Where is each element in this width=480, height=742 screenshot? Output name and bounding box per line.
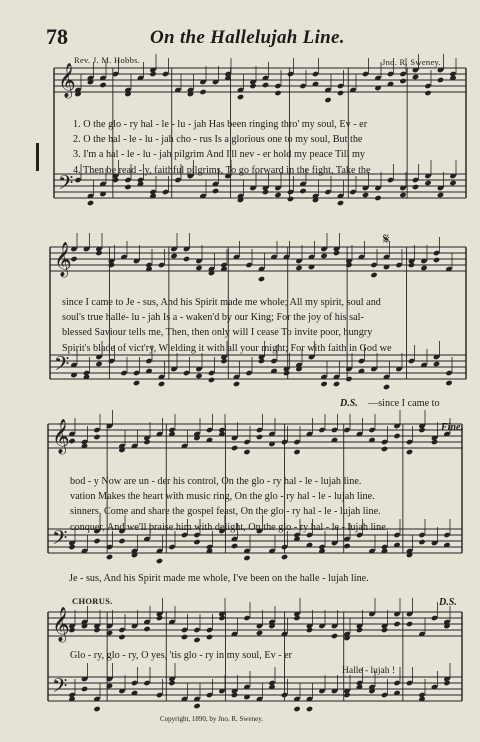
- note-head: [162, 189, 169, 195]
- note-head: [406, 439, 413, 445]
- note-head: [406, 449, 413, 455]
- verse-line: sinners, Come and share the gospel feast, On the glo - ry hal - le - lujah line.: [70, 506, 381, 518]
- hymn-title: On the Hallelujah Line.: [150, 27, 345, 48]
- note-head: [331, 427, 338, 433]
- note-head: [183, 370, 190, 376]
- verses-system-3: [70, 474, 388, 535]
- note-head: [158, 381, 165, 387]
- note-head: [299, 188, 306, 194]
- note-head: [356, 627, 363, 633]
- bass-clef-icon: 𝄢: [52, 674, 68, 702]
- note-head: [345, 262, 352, 268]
- note-head: [206, 692, 213, 698]
- note-head: [337, 83, 344, 89]
- note-head: [381, 692, 388, 698]
- verse-line: Spirit's blade of vict'ry, Wielding it with all your might; For with faith in God we: [62, 342, 392, 354]
- note-head: [370, 272, 377, 278]
- treble-clef-icon: 𝄞: [54, 242, 72, 277]
- verse-line: 4. Then be read - y, faithful pilgrims, To go forward in the fight, Take the: [73, 164, 371, 176]
- note-head: [208, 370, 215, 376]
- note-head: [243, 555, 250, 561]
- verse-line: soul's true halle- lu - jah Is a - waken'd by our King; For the joy of his sal-: [62, 312, 364, 324]
- note-head: [370, 262, 377, 268]
- verses-system-2: [62, 295, 392, 356]
- note-head: [108, 358, 115, 364]
- note-head: [243, 439, 250, 445]
- note-head: [358, 358, 365, 364]
- note-head: [445, 380, 452, 386]
- note-head: [399, 71, 406, 77]
- note-head: [431, 615, 438, 621]
- verse-line: conquer, And we'll praise him with delight, On the glo - ry hal - le - lujah line.: [70, 521, 389, 533]
- segno-icon: 𝄋: [383, 230, 390, 248]
- note-head: [143, 680, 150, 686]
- note-head: [399, 192, 406, 198]
- note-head: [343, 692, 350, 698]
- note-head: [333, 250, 340, 256]
- fine-marker: Fine.: [441, 422, 463, 433]
- note-head: [406, 680, 413, 686]
- note-head: [245, 370, 252, 376]
- verse-line: blessed Saviour tells me, Then, then only will I cease To invite poor, hungry: [62, 327, 373, 339]
- note-head: [449, 180, 456, 186]
- note-head: [156, 692, 163, 698]
- note-head: [387, 71, 394, 77]
- note-head: [418, 532, 425, 538]
- note-head: [337, 200, 344, 206]
- bass-clef-icon: 𝄢: [52, 526, 68, 554]
- note-head: [362, 192, 369, 198]
- note-head: [349, 189, 356, 195]
- note-head: [283, 370, 290, 376]
- note-head: [237, 94, 244, 100]
- note-head: [143, 626, 150, 632]
- verse-line: 3. I'm a hal - le - lu - jah pilgrim And I'll nev - er hold my peace Till my: [73, 149, 365, 161]
- note-head: [95, 361, 102, 367]
- verse-line: bod - y Now are un - der his control, On the glo - ry hal - le - lujah line.: [70, 476, 362, 487]
- note-head: [408, 358, 415, 364]
- copyright-notice: Copyright, 1890, by Jno. R. Sweney.: [160, 715, 263, 723]
- note-head: [120, 370, 127, 376]
- verse-line: 1. O the glo - ry hal - le - lu - jah Has been ringing thro' my soul, Ev - er: [73, 119, 368, 130]
- note-head: [87, 200, 94, 206]
- note-head: [362, 71, 369, 77]
- note-head: [212, 188, 219, 194]
- note-head: [412, 184, 419, 190]
- note-head: [118, 634, 125, 640]
- note-head: [424, 83, 431, 89]
- note-head: [195, 265, 202, 271]
- note-head: [158, 262, 165, 268]
- note-head: [393, 433, 400, 439]
- note-head: [345, 376, 352, 382]
- note-head: [320, 253, 327, 259]
- note-head: [281, 544, 288, 550]
- note-head: [231, 543, 238, 549]
- note-head: [68, 544, 75, 550]
- note-head: [433, 361, 440, 367]
- note-head: [258, 358, 265, 364]
- note-head: [337, 90, 344, 96]
- note-head: [262, 82, 269, 88]
- treble-clef-icon: 𝄞: [58, 63, 76, 98]
- note-head: [424, 90, 431, 96]
- note-head: [156, 615, 163, 621]
- note-head: [124, 184, 131, 190]
- note-head: [81, 686, 88, 692]
- note-head: [343, 427, 350, 433]
- note-head: [418, 427, 425, 433]
- note-head: [256, 434, 263, 440]
- verse-line: 2. O the hal - le - lu - jah cho - rus Is a glorious one to my soul, But the: [73, 134, 363, 146]
- note-head: [293, 615, 300, 621]
- note-head: [406, 621, 413, 627]
- note-head: [274, 192, 281, 198]
- note-head: [331, 633, 338, 639]
- note-head: [256, 630, 263, 636]
- note-head: [312, 71, 319, 77]
- note-head: [193, 627, 200, 633]
- note-head: [383, 384, 390, 390]
- note-head: [437, 192, 444, 198]
- note-head: [274, 83, 281, 89]
- note-head: [412, 74, 419, 80]
- note-head: [168, 544, 175, 550]
- note-head: [199, 89, 206, 95]
- note-head: [118, 627, 125, 633]
- bass-clef-icon: 𝄢: [54, 352, 70, 380]
- note-head: [424, 180, 431, 186]
- note-head: [412, 177, 419, 183]
- note-head: [133, 380, 140, 386]
- note-head: [95, 250, 102, 256]
- note-head: [256, 427, 263, 433]
- note-head: [295, 265, 302, 271]
- note-head: [93, 706, 100, 712]
- note-head: [381, 446, 388, 452]
- note-head: [437, 77, 444, 83]
- note-head: [193, 703, 200, 709]
- note-head: [431, 439, 438, 445]
- note-head: [220, 358, 227, 364]
- note-head: [281, 554, 288, 560]
- note-head: [293, 439, 300, 445]
- note-head: [381, 627, 388, 633]
- note-head: [249, 83, 256, 89]
- note-head: [208, 377, 215, 383]
- note-head: [231, 692, 238, 698]
- note-head: [293, 706, 300, 712]
- note-head: [245, 262, 252, 268]
- verse-line: vation Makes the heart with music ring, On the glo - ry hal - le - lujah line.: [70, 491, 375, 503]
- note-head: [287, 196, 294, 202]
- bass-lyric-line: Je - sus, And his Spirit made me whole, I've been on the halle - lujah line.: [69, 573, 369, 584]
- note-head: [218, 615, 225, 621]
- note-head: [206, 627, 213, 633]
- note-head: [168, 680, 175, 686]
- note-head: [433, 250, 440, 256]
- note-head: [399, 78, 406, 84]
- note-head: [162, 71, 169, 77]
- note-head: [343, 543, 350, 549]
- note-head: [293, 449, 300, 455]
- note-head: [287, 189, 294, 195]
- note-head: [108, 262, 115, 268]
- note-head: [420, 265, 427, 271]
- margin-mark: [36, 143, 39, 171]
- verse-line: since I came to Je - sus, And his Spirit made me whole; All my spirit, soul and: [62, 297, 381, 308]
- note-head: [93, 427, 100, 433]
- note-head: [93, 434, 100, 440]
- note-head: [299, 83, 306, 89]
- note-head: [206, 634, 213, 640]
- note-head: [181, 627, 188, 633]
- note-head: [395, 262, 402, 268]
- note-head: [118, 538, 125, 544]
- note-head: [258, 276, 265, 282]
- note-head: [243, 449, 250, 455]
- treble-clef-icon: 𝄞: [52, 419, 70, 454]
- note-head: [306, 706, 313, 712]
- note-head: [93, 538, 100, 544]
- note-head: [387, 177, 394, 183]
- chorus-lyric-line: Glo - ry, glo - ry, O yes, 'tis glo - ry in my soul, Ev - er: [70, 650, 293, 661]
- ds-label: D.S.: [340, 398, 358, 409]
- note-head: [143, 439, 150, 445]
- note-head: [381, 439, 388, 445]
- note-head: [270, 358, 277, 364]
- note-head: [287, 71, 294, 77]
- note-head: [324, 97, 331, 103]
- note-head: [170, 253, 177, 259]
- note-head: [274, 90, 281, 96]
- note-head: [318, 427, 325, 433]
- chorus-label: CHORUS.: [72, 596, 113, 606]
- bass-clef-icon: 𝄢: [58, 171, 74, 199]
- note-head: [233, 381, 240, 387]
- note-head: [408, 262, 415, 268]
- composer-credit: Jno. R. Sweney.: [382, 57, 441, 67]
- chorus-echo: Halle - lujah !: [342, 666, 396, 676]
- note-head: [181, 634, 188, 640]
- note-head: [149, 71, 156, 77]
- page-number: 78: [46, 24, 68, 49]
- note-head: [231, 445, 238, 451]
- note-head: [445, 370, 452, 376]
- note-head: [324, 189, 331, 195]
- note-head: [93, 627, 100, 633]
- verses-system-1: [73, 117, 371, 178]
- note-head: [183, 256, 190, 262]
- ds-text: —since I came to: [368, 398, 440, 409]
- note-head: [306, 627, 313, 633]
- treble-clef-icon: 𝄞: [52, 607, 70, 642]
- note-head: [433, 257, 440, 263]
- note-head: [206, 427, 213, 433]
- note-head: [262, 189, 269, 195]
- note-head: [320, 381, 327, 387]
- note-head: [193, 539, 200, 545]
- chorus-ds-marker: D.S.: [439, 597, 457, 608]
- note-head: [333, 381, 340, 387]
- note-head: [443, 532, 450, 538]
- note-head: [393, 532, 400, 538]
- note-head: [374, 195, 381, 201]
- note-head: [281, 439, 288, 445]
- note-head: [145, 358, 152, 364]
- note-head: [393, 680, 400, 686]
- note-head: [368, 427, 375, 433]
- note-head: [106, 554, 113, 560]
- note-head: [156, 558, 163, 564]
- note-head: [281, 692, 288, 698]
- note-head: [443, 680, 450, 686]
- note-head: [131, 680, 138, 686]
- note-head: [133, 370, 140, 376]
- note-head: [418, 539, 425, 545]
- note-head: [243, 615, 250, 621]
- note-head: [99, 82, 106, 88]
- note-head: [193, 637, 200, 643]
- note-head: [195, 373, 202, 379]
- note-head: [393, 621, 400, 627]
- lyricist-credit: Rev. J. M. Hobbs.: [74, 55, 141, 65]
